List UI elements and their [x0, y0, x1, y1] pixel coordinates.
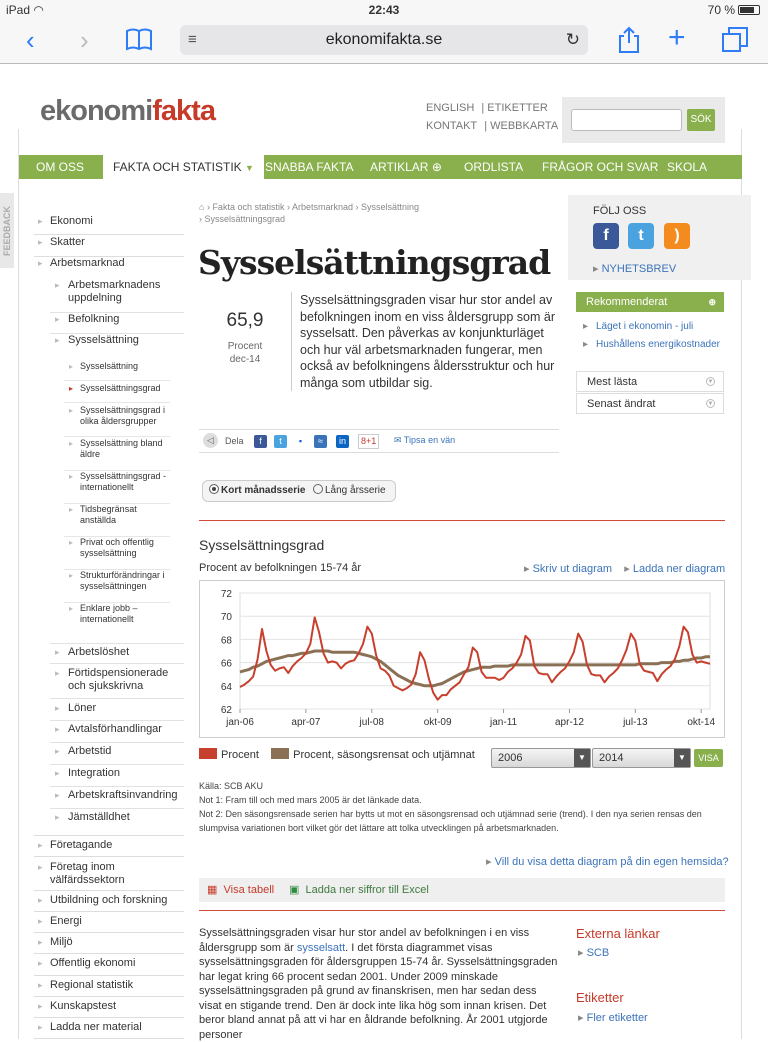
source-note: Källa: SCB AKU [199, 781, 264, 791]
crumb-current: Sysselsättningsgrad [204, 214, 286, 224]
main-nav [19, 155, 742, 179]
nav-fragor[interactable]: FRÅGOR OCH SVAR [542, 160, 659, 174]
download-chart-link[interactable]: ▸ Ladda ner diagram [624, 563, 725, 575]
sidebar-item-ladda-ner[interactable]: ▸ Ladda ner material [34, 1018, 184, 1039]
plus-icon: ⊕ [431, 160, 442, 174]
x-tick-label: okt-09 [423, 717, 452, 728]
x-tick-label: apr-07 [291, 717, 321, 728]
chart-svg [200, 581, 724, 737]
sysselsatt-link[interactable]: sysselsatt [296, 941, 346, 954]
sidebar-sub-tidsbegransat[interactable]: ▸ Tidsbegränsat anställda [64, 504, 170, 537]
nav-om-oss[interactable]: OM OSS [36, 160, 85, 174]
y-tick-label: 72 [220, 589, 232, 600]
sidebar-item-arbetstid[interactable]: ▸ Arbetstid [50, 743, 184, 765]
crumb-fakta[interactable]: Fakta och statistik [212, 202, 285, 212]
web-page [0, 65, 768, 1041]
chart-links [524, 562, 725, 575]
nav-skola[interactable]: SKOLA [667, 160, 708, 174]
sidebar-sub-sysselsattning[interactable]: ▸ Sysselsättning [64, 361, 170, 381]
sidebar-sub-enklare-jobb[interactable]: ▸ Enklare jobb – internationellt [64, 603, 170, 637]
divider [199, 910, 725, 911]
external-links-title: Externa länkar [576, 926, 660, 941]
twitter-share-icon[interactable]: t [274, 435, 287, 448]
sidebar-item-energi[interactable]: ▸ Energi [34, 912, 184, 933]
labels-title: Etiketter [576, 990, 624, 1005]
reader-icon[interactable]: ≡ [188, 31, 197, 48]
sidebar-item-arbetsloshet[interactable]: ▸ Arbetslöshet [50, 643, 184, 664]
chart-legend [199, 748, 475, 761]
x-tick-label: apr-12 [554, 717, 584, 728]
back-icon[interactable]: ‹ [26, 25, 35, 55]
kpi-period: dec-14 [229, 354, 261, 365]
table-tabs [199, 878, 725, 902]
y-tick-label: 62 [220, 705, 232, 716]
visa-button[interactable]: VISA [694, 749, 723, 767]
x-tick-label: jul-08 [359, 717, 385, 728]
kpi-value: 65,9 [226, 310, 264, 331]
y-tick-label: 66 [220, 658, 232, 670]
reload-icon[interactable]: ↻ [565, 30, 580, 49]
sidebar-item-offentlig[interactable]: ▸ Offentlig ekonomi [34, 954, 184, 976]
sidebar-sub-aldersgrupper[interactable]: ▸ Sysselsättningsgrad i olika åldersgrupper [64, 405, 170, 437]
search-area [562, 97, 725, 143]
url-text: ekonomifakta.se [325, 31, 443, 48]
twitter-icon[interactable]: t [628, 223, 654, 249]
sidebar-item-befolkning[interactable]: ▸ Befolkning [50, 313, 184, 334]
status-bar [0, 0, 768, 20]
sidebar-item-kunskapstest[interactable]: ▸ Kunskapstest [34, 997, 184, 1018]
digg-share-icon[interactable]: ≈ [314, 435, 327, 448]
top-links: ENGLISH | ETIKETTER KONTAKT | WEBBKARTA [426, 99, 562, 135]
sidebar-item-uppdelning[interactable]: ▸ Arbetsmarknadens uppdelning [50, 279, 184, 313]
show-table-tab[interactable]: ▦ Visa tabell [207, 884, 275, 896]
new-tab-icon[interactable]: + [668, 21, 686, 54]
print-chart-link[interactable]: ▸ Skriv ut diagram [524, 563, 612, 575]
facebook-icon[interactable]: f [593, 223, 619, 249]
delicious-share-icon[interactable]: ▪ [294, 435, 307, 448]
nav-ordlista[interactable]: ORDLISTA [464, 160, 524, 174]
expand-icon: ▼ [707, 401, 714, 407]
scb-link[interactable]: ▸ SCB [578, 947, 610, 959]
sidebar-item-fortidspension[interactable]: ▸ Förtidspensionerade och sjukskrivna [50, 665, 184, 699]
clock: 22:43 [368, 3, 400, 17]
legend-item-trend: Procent, säsongsrensat och utjämnat [271, 749, 475, 761]
share-label: Dela [225, 436, 244, 446]
battery-status: 70 % [708, 3, 760, 17]
sidebar-item-valfard[interactable]: ▸ Företag inom välfärdssektorn [34, 857, 184, 891]
home-icon[interactable]: ⌂ [199, 202, 205, 212]
wifi-icon: ◠ [33, 3, 44, 17]
crumb-arbetsmarknad[interactable]: Arbetsmarknad [291, 202, 354, 212]
sidebar-item-loner[interactable]: ▸ Löner [50, 700, 184, 721]
y-tick-label: 68 [220, 635, 232, 647]
sidebar-item-foretagande[interactable]: ▸ Företagande [34, 835, 184, 857]
page-title: Sysselsättningsgrad [198, 243, 551, 282]
series-toggle [202, 480, 396, 502]
sidebar-sub-internationellt[interactable]: ▸ Sysselsättningsgrad - internationellt [64, 471, 170, 504]
mail-icon: ✉ [394, 435, 402, 445]
dropdown-icon: ▼ [245, 163, 254, 173]
expand-icon: ▼ [707, 379, 714, 385]
breadcrumb: ⌂ › Fakta och statistik › Arbetsmarknad › Sysselsättning › Sysselsättningsgrad [199, 202, 420, 224]
nav-snabba-fakta[interactable]: SNABBA FAKTA [265, 160, 354, 174]
more-labels-link[interactable]: ▸ Fler etiketter [578, 1012, 648, 1024]
recommended-header[interactable]: Rekommenderat ⊕ [576, 292, 724, 312]
rek-item-2[interactable]: ▸ Hushållens energikostnader [576, 338, 724, 351]
tabs-icon[interactable] [722, 27, 748, 58]
linkedin-share-icon[interactable]: in [336, 435, 349, 448]
url-bar[interactable] [180, 25, 588, 55]
divider [199, 520, 725, 521]
body-text: Sysselsättningsgraden visar hur stor andel av befolkningen i en viss åldersgrupp som är sysselsatt. I det första diagrammet visas sysselsättningsgraden för åldersgruppen 15-74 år. Sysselsättningsgraden har legat kring 66 procent sedan 2001. Under 2009 minskade sysselsättningsgraden på grund av finanskrisen, men har sedan dess visat en stigande trend. Den är dock inte lika hög som innan krisen. Det beror bland annat på att vi har en åldrande befolkning. År 2001 utgjorde personer [199, 927, 558, 1041]
newsletter-link[interactable]: ▸ NYHETSBREV [593, 263, 677, 275]
x-tick-label: jan-11 [490, 717, 518, 728]
embed-link[interactable]: ▸ Vill du visa detta diagram på din egen hemsida? [486, 856, 729, 868]
y-tick-label: 70 [220, 612, 232, 624]
from-year-select[interactable]: 2006 ▼ [491, 748, 591, 768]
battery-icon [738, 5, 760, 15]
sidebar-sub-sysselsattningsgrad[interactable]: ▸ Sysselsättningsgrad [64, 383, 170, 403]
chart-notes [199, 779, 725, 835]
device-label: iPad ◠ [6, 3, 44, 17]
table-icon: ▦ [207, 884, 218, 896]
share-icon[interactable] [618, 27, 640, 58]
search-input[interactable] [571, 109, 682, 131]
follow-box [568, 195, 751, 280]
nav-artiklar[interactable]: ARTIKLAR ⊕ [370, 160, 442, 174]
sidebar-item-integration[interactable]: ▸ Integration [50, 765, 184, 787]
excel-icon: ▣ [289, 884, 300, 896]
link-webbkarta[interactable]: WEBBKARTA [490, 120, 559, 132]
sidebar-item-regional[interactable]: ▸ Regional statistik [34, 976, 184, 997]
x-tick-label: jul-13 [623, 717, 648, 728]
share-bar [199, 429, 559, 453]
browser-toolbar [0, 20, 768, 64]
site-logo[interactable]: ekonomifakta [40, 95, 215, 127]
share-icon-circle[interactable]: ◁ [203, 433, 218, 448]
facebook-share-icon[interactable]: f [254, 435, 267, 448]
x-tick-label: okt-14 [687, 717, 716, 728]
most-read-tab[interactable]: Mest lästa ▼ [576, 371, 724, 392]
excel-tab[interactable]: ▣ Ladda ner siffror till Excel [289, 884, 429, 896]
note-1: Not 1: Fram till och med mars 2005 är det länkade data. [199, 795, 422, 805]
sidebar-item-skatter[interactable]: ▸ Skatter [34, 236, 184, 257]
forward-icon[interactable]: › [80, 25, 89, 55]
select-arrow-icon: ▼ [674, 749, 690, 767]
sidebar-sub-struktur[interactable]: ▸ Strukturförändringar i sysselsättningen [64, 570, 170, 603]
tipsa-link[interactable]: ✉ Tipsa en vän [394, 435, 456, 445]
sidebar-item-invandring[interactable]: ▸ Arbetskraftsinvandring [50, 787, 184, 809]
link-etiketter[interactable]: ETIKETTER [487, 102, 548, 114]
kpi-unit: Procent [227, 341, 263, 352]
nav-fakta[interactable]: FAKTA OCH STATISTIK ▼ [103, 155, 264, 179]
rek-item-1[interactable]: ▸ Läget i ekonomin - juli [576, 320, 724, 333]
latest-changed-tab[interactable]: Senast ändrat ▼ [576, 393, 724, 414]
chart-subtitle: Procent av befolkningen 15-74 år [199, 562, 362, 574]
gplus-button[interactable]: 8+1 [358, 434, 379, 449]
short-series-radio[interactable]: Kort månadsserie [209, 481, 305, 501]
sidebar-item-utbildning[interactable]: ▸ Utbildning och forskning [34, 891, 184, 912]
feedback-tab[interactable]: FEEDBACK [0, 193, 14, 268]
long-series-radio[interactable]: Lång årsserie [313, 481, 386, 501]
lead-text: Sysselsättningsgraden visar hur stor andel av befolkningen inom en viss åldersgrupp som är sysselsatt. Den påverkas av konjunkturläget och hur väl arbetsmarknaden fungerar, men också av befolkningens åldersstruktur och hur många som utbildar sig. [291, 292, 560, 391]
search-button[interactable]: SÖK [687, 109, 715, 131]
legend-item-procent: Procent [199, 749, 259, 761]
sidebar-sub-aldre[interactable]: ▸ Sysselsättning bland äldre [64, 438, 170, 471]
sidebar-item-miljo[interactable]: ▸ Miljö [34, 933, 184, 954]
link-english[interactable]: ENGLISH [426, 102, 475, 114]
sidebar-item-avtal[interactable]: ▸ Avtalsförhandlingar [50, 721, 184, 743]
sidebar-sub-privat-offentlig[interactable]: ▸ Privat och offentlig sysselsättning [64, 537, 170, 570]
to-year-select[interactable]: 2014 ▼ [592, 748, 691, 768]
sidebar-item-sysselsattning[interactable]: ▸ Sysselsättning [50, 334, 184, 356]
chart [199, 580, 725, 738]
sidebar-item-arbetsmarknad[interactable]: ▸ Arbetsmarknad [34, 257, 184, 279]
sidebar-item-jamstalldhet[interactable]: ▸ Jämställdhet [50, 809, 184, 831]
bookmarks-icon[interactable] [125, 27, 153, 56]
link-kontakt[interactable]: KONTAKT [426, 120, 478, 132]
follow-title: FÖLJ OSS [593, 205, 647, 217]
x-tick-label: jan-06 [226, 717, 254, 728]
chart-heading: Sysselsättningsgrad [199, 537, 325, 553]
crumb-sysselsattning[interactable]: Sysselsättning [361, 202, 420, 212]
select-arrow-icon: ▼ [574, 749, 590, 767]
plus-icon: ⊕ [708, 297, 716, 307]
sidebar-item-ekonomi[interactable]: ▸ Ekonomi [34, 215, 184, 235]
y-tick-label: 64 [220, 681, 232, 693]
note-2: Not 2: Den säsongsrensade serien har bytts ut mot en säsongsrensad och utjämnad serie (trend). I den nya serien rensas den slumpvisa variationen bort vilket gör det lättare att tolka utvecklingen på arbetsmarknaden. [199, 809, 702, 833]
rss-icon[interactable]: ) [664, 223, 690, 249]
kpi-box [210, 310, 280, 366]
